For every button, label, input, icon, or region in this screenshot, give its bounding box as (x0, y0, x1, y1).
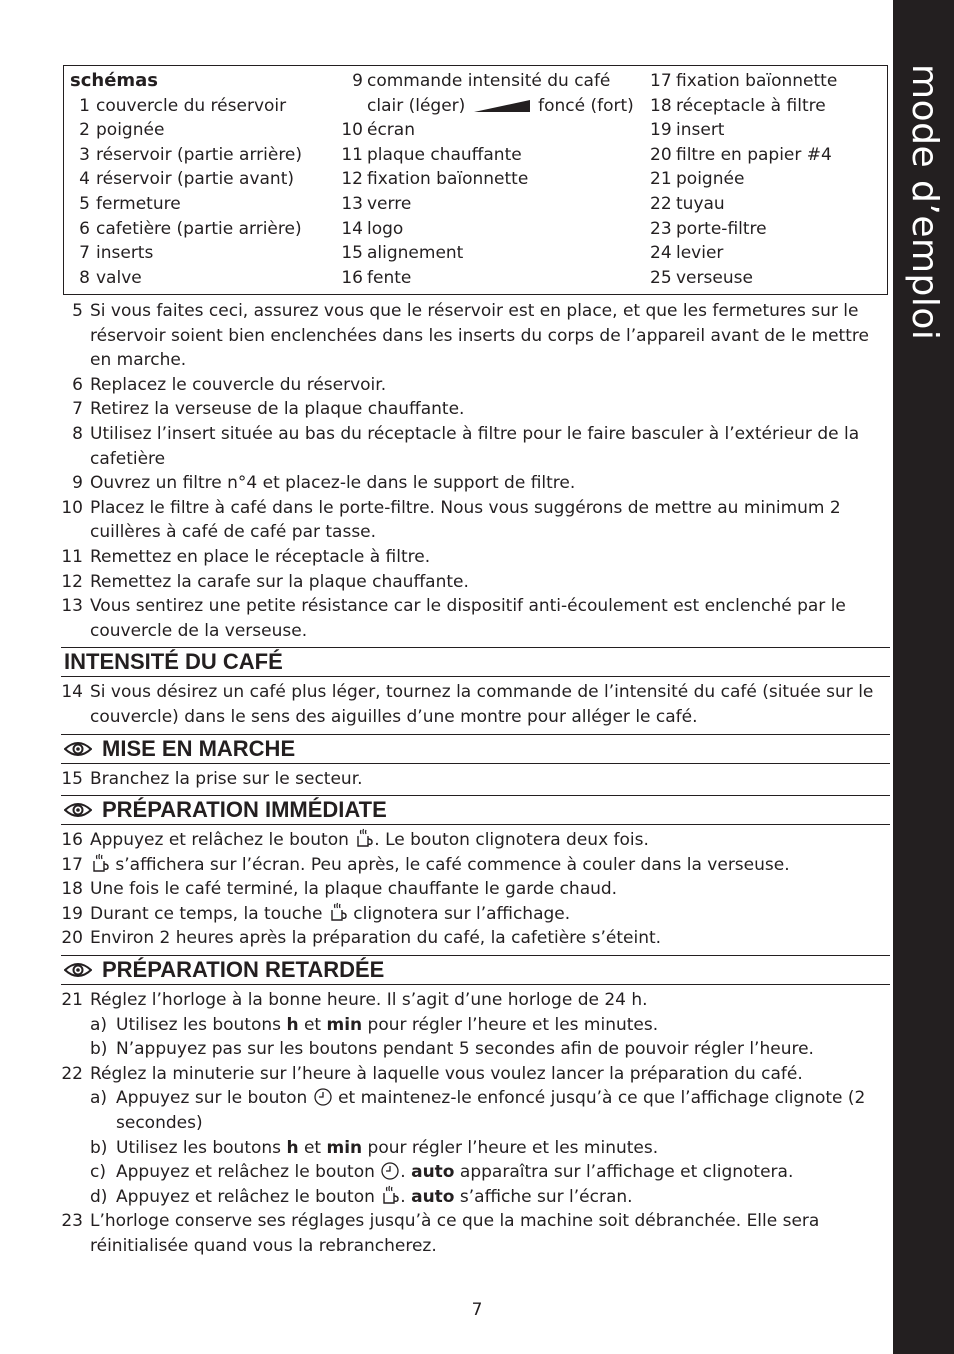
legend-item: 22 tuyau (650, 193, 725, 214)
legend-item: 4 réservoir (partie avant) (79, 169, 295, 190)
step: 22 Réglez la minuterie sur l’heure à laquelle vous voulez lancer la préparation du café. (61, 1063, 803, 1084)
brew-button-icon (355, 828, 373, 848)
step: 15 Branchez la prise sur le secteur. (61, 768, 363, 789)
legend-item: 24 levier (650, 243, 724, 264)
legend-item: 16 fente (341, 267, 412, 288)
legend-item: 8 valve (79, 267, 142, 288)
step: 6 Replacez le couvercle du réservoir. (72, 374, 387, 395)
sub-step: a) Utilisez les boutons h et min pour régler l’heure et les minutes. (90, 1014, 659, 1035)
legend-item: 21 poignée (650, 169, 745, 190)
step: 14 Si vous désirez un café plus léger, tournez la commande de l’intensité du café (située sur le couvercle) dans le sens des aiguilles d’une montre pour alléger le café. (61, 682, 874, 727)
step: 9 Ouvrez un filtre n°4 et placez-le dans le support de filtre. (72, 473, 576, 494)
heading-mise-en-marche: MISE EN MARCHE (61, 734, 890, 764)
legend-box (63, 65, 888, 295)
legend-item-intensity-scale: clair (léger) foncé (fort) (367, 95, 634, 116)
legend-column-2 (340, 69, 634, 290)
step: 23 L’horloge conserve ses réglages jusqu’à ce que la machine soit débranchée. Elle sera réinitialisée quand vous la rebrancherez. (61, 1211, 820, 1256)
clock-button-icon (314, 1088, 332, 1106)
legend-item: 23 porte-filtre (650, 218, 767, 239)
legend-item: 25 verseuse (650, 267, 753, 288)
legend-column-1 (70, 69, 302, 290)
step: 20 Environ 2 heures après la préparation du café, la cafetière s’éteint. (61, 928, 662, 949)
legend-item: 1 couvercle du réservoir (79, 95, 287, 116)
step: 8 Utilisez l’insert située au bas du réceptacle à filtre pour le faire basculer à l’extérieur de la cafetière (72, 423, 860, 469)
legend-item: 17 fixation baïonnette (650, 71, 838, 91)
step: 11 Remettez en place le réceptacle à filtre. (61, 546, 431, 567)
step: 5 Si vous faites ceci, assurez vous que le réservoir est en place, et que les fermetures sur le réservoir soient bien enclenchées dans les inserts du corps de l’appareil avant de le mettre en marche. (72, 301, 869, 371)
step: 16 Appuyez et relâchez le bouton . Le bouton clignotera deux fois. (61, 830, 649, 851)
heading-preparation-retardee: PRÉPARATION RETARDÉE (61, 955, 890, 985)
clock-button-icon (381, 1162, 399, 1180)
step: 18 Une fois le café terminé, la plaque chauffante le garde chaud. (61, 879, 618, 900)
step: 12 Remettez la carafe sur la plaque chauffante. (61, 571, 469, 592)
instructions (61, 299, 890, 1259)
step: 17 s’affichera sur l’écran. Peu après, le café commence à couler dans la verseuse. (61, 854, 790, 875)
brew-button-icon (381, 1185, 399, 1205)
sub-step: a) Appuyez sur le bouton et maintenez-le enfoncé jusqu’à ce que l’affichage clignote (2 secondes) (90, 1088, 866, 1134)
legend-item: 20 filtre en papier #4 (650, 144, 832, 165)
legend-item: 18 réceptacle à filtre (650, 95, 826, 116)
heading-intensite: INTENSITÉ DU CAFÉ (61, 647, 890, 677)
step: 7 Retirez la verseuse de la plaque chauffante. (72, 399, 465, 420)
eye-icon (64, 961, 92, 979)
page-number: 7 (471, 1300, 483, 1320)
legend-item: 11 plaque chauffante (341, 144, 522, 165)
sub-step: b) N’appuyez pas sur les boutons pendant 5 secondes afin de pouvoir régler l’heure. (90, 1039, 814, 1060)
legend-item: 12 fixation baïonnette (341, 169, 529, 190)
legend-item: 6 cafetière (partie arrière) (79, 218, 302, 239)
legend-title: schémas (70, 70, 159, 91)
eye-icon (64, 740, 92, 758)
sub-step: d) Appuyez et relâchez le bouton . auto s’affiche sur l’écran. (90, 1186, 633, 1207)
sidebar-label: mode d’emploi (904, 64, 945, 341)
brew-button-icon (329, 902, 347, 922)
eye-icon (64, 801, 92, 819)
step: 10 Placez le filtre à café dans le porte-filtre. Nous vous suggérons de mettre au minimum 2 cuillères à café de café par tasse. (61, 497, 841, 543)
legend-item: 14 logo (341, 218, 404, 239)
legend-item: 7 inserts (79, 243, 154, 264)
legend-item: 19 insert (650, 120, 725, 141)
legend-item: 9 commande intensité du café (352, 71, 611, 91)
legend-item: 5 fermeture (79, 193, 181, 214)
legend-item: 15 alignement (341, 243, 464, 264)
sub-step: c) Appuyez et relâchez le bouton . auto apparaîtra sur l’affichage et clignotera. (90, 1162, 794, 1183)
legend-item: 10 écran (341, 120, 415, 141)
step: 19 Durant ce temps, la touche clignotera sur l’affichage. (61, 903, 571, 924)
legend-item: 13 verre (341, 193, 412, 214)
brew-button-icon (91, 853, 109, 873)
legend-item: 3 réservoir (partie arrière) (79, 144, 303, 165)
step: 13 Vous sentirez une petite résistance car le dispositif anti-écoulement est enclenché par le couvercle de la verseuse. (61, 596, 846, 641)
intensity-wedge-icon (474, 100, 530, 112)
step: 21 Réglez l’horloge à la bonne heure. Il s’agit d’une horloge de 24 h. (61, 990, 648, 1011)
heading-preparation-immediate: PRÉPARATION IMMÉDIATE (61, 795, 890, 825)
legend-item: 2 poignée (79, 120, 165, 141)
legend-column-3 (650, 69, 837, 290)
sub-step: b) Utilisez les boutons h et min pour régler l’heure et les minutes. (90, 1137, 659, 1158)
